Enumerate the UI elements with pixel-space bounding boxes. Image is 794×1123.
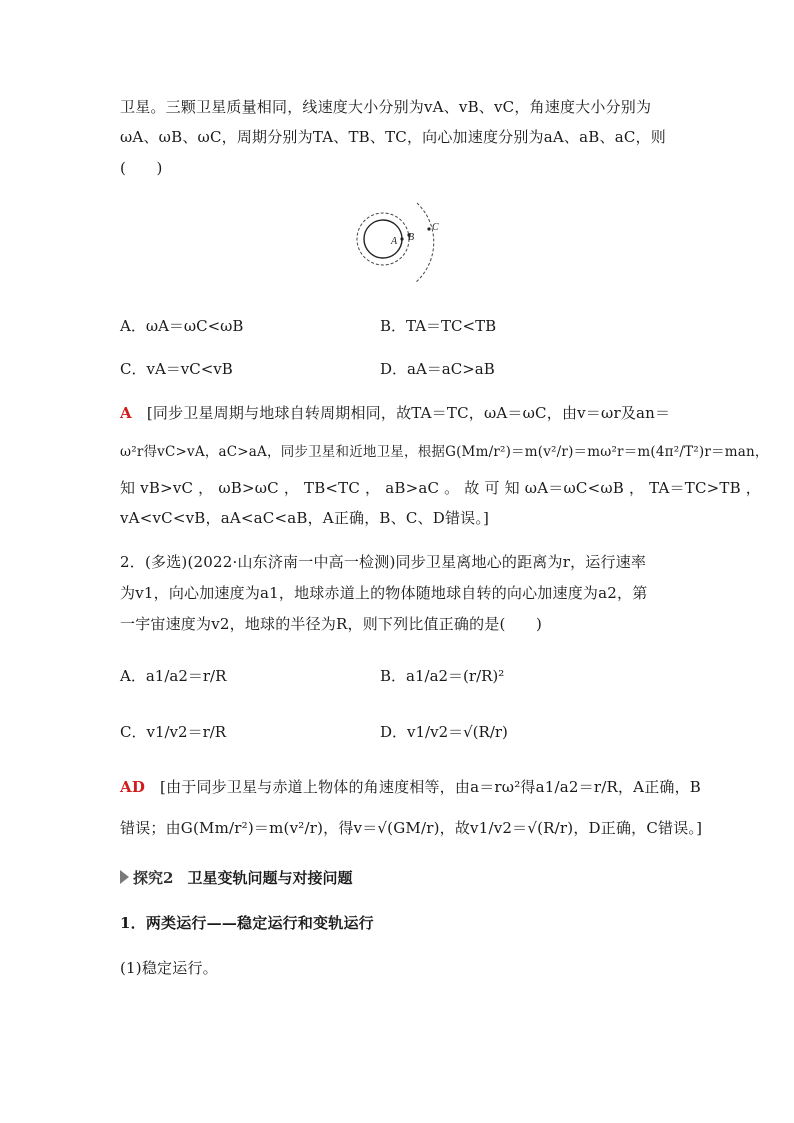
q1-option-b: B．TA＝TC<TB <box>380 317 497 335</box>
q2-answer-key: AD <box>120 778 146 796</box>
q1-option-a: A．ωA＝ωC<ωB <box>120 317 244 335</box>
q2-option-a: A．a1/a2＝r/R <box>120 667 227 685</box>
q1-answer-text-1: [同步卫星周期与地球自转周期相同，故TA＝TC，ωA＝ωC，由v＝ωr及an＝ <box>146 404 671 422</box>
q2-answer-line-2: 错误；由G(Mm/r²)＝m(v²/r)，得v＝√(GM/r)，故v1/v2＝√(R/r)，D正确，C错误。] <box>120 819 703 837</box>
q2-option-c: C．v1/v2＝r/R <box>120 723 227 741</box>
q1-answer-key: A <box>120 404 132 422</box>
q2-stem-line-2: 为v1，向心加速度为a1，地球赤道上的物体随地球自转的向心加速度为a2，第 <box>120 584 648 602</box>
triangle-icon <box>120 870 129 884</box>
q1-option-d: D．aA＝aC>aB <box>380 360 495 378</box>
q1-answer-line-4: vA<vC<vB，aA<aC<aB，A正确，B、C、D错误。] <box>120 509 490 527</box>
q1-answer-line-2: ω²r得vC>vA，aC>aA，同步卫星和近地卫星，根据G(Mm/r²)＝m(v²/r)＝mω²r＝m(4π²/T²)r＝man， <box>120 444 769 460</box>
q1-stem-line-1: 卫星。三颗卫星质量相同，线速度大小分别为vA、vB、vC，角速度大小分别为 <box>120 98 652 116</box>
label-a: A <box>391 236 398 247</box>
q2-answer-line-1 <box>120 777 734 797</box>
subheading-2: (1)稳定运行。 <box>120 959 218 977</box>
q2-answer-text-1: [由于同步卫星与赤道上物体的角速度相等，由a＝rω²得a1/a2＝r/R，A正确，B <box>160 778 702 796</box>
satellite-a <box>400 237 403 240</box>
section-title: 卫星变轨问题与对接问题 <box>187 868 353 887</box>
section-heading <box>120 866 352 888</box>
q1-answer-line-1 <box>120 403 734 423</box>
subheading-1: 1．两类运行——稳定运行和变轨运行 <box>120 914 374 932</box>
q2-option-b: B．a1/a2＝(r/R)² <box>380 667 505 685</box>
q1-option-c: C．vA＝vC<vB <box>120 360 233 378</box>
sync-orbit <box>415 203 434 283</box>
label-c: C <box>432 222 439 233</box>
q1-stem-line-2: ωA、ωB、ωC，周期分别为TA、TB、TC，向心加速度分别为aA、aB、aC，则 <box>120 128 666 146</box>
q2-option-d: D．v1/v2＝√(R/r) <box>380 723 508 741</box>
satellite-c <box>427 227 430 230</box>
q1-stem-line-3: ( ) <box>120 159 163 177</box>
orbit-figure <box>345 195 445 295</box>
q2-stem-line-1: 2．(多选)(2022·山东济南一中高一检测)同步卫星离地心的距离为r，运行速率 <box>120 553 647 571</box>
q2-stem-line-3: 一宇宙速度为v2，地球的半径为R，则下列比值正确的是( ) <box>120 615 543 633</box>
section-number: 探究2 <box>133 868 174 887</box>
label-b: B <box>408 232 415 243</box>
q1-answer-line-3: 知 vB>vC ， ωB>ωC ， TB<TC ， aB>aC 。 故 可 知 ωA＝ωC<ωB ， TA＝TC>TB ， <box>120 479 761 497</box>
